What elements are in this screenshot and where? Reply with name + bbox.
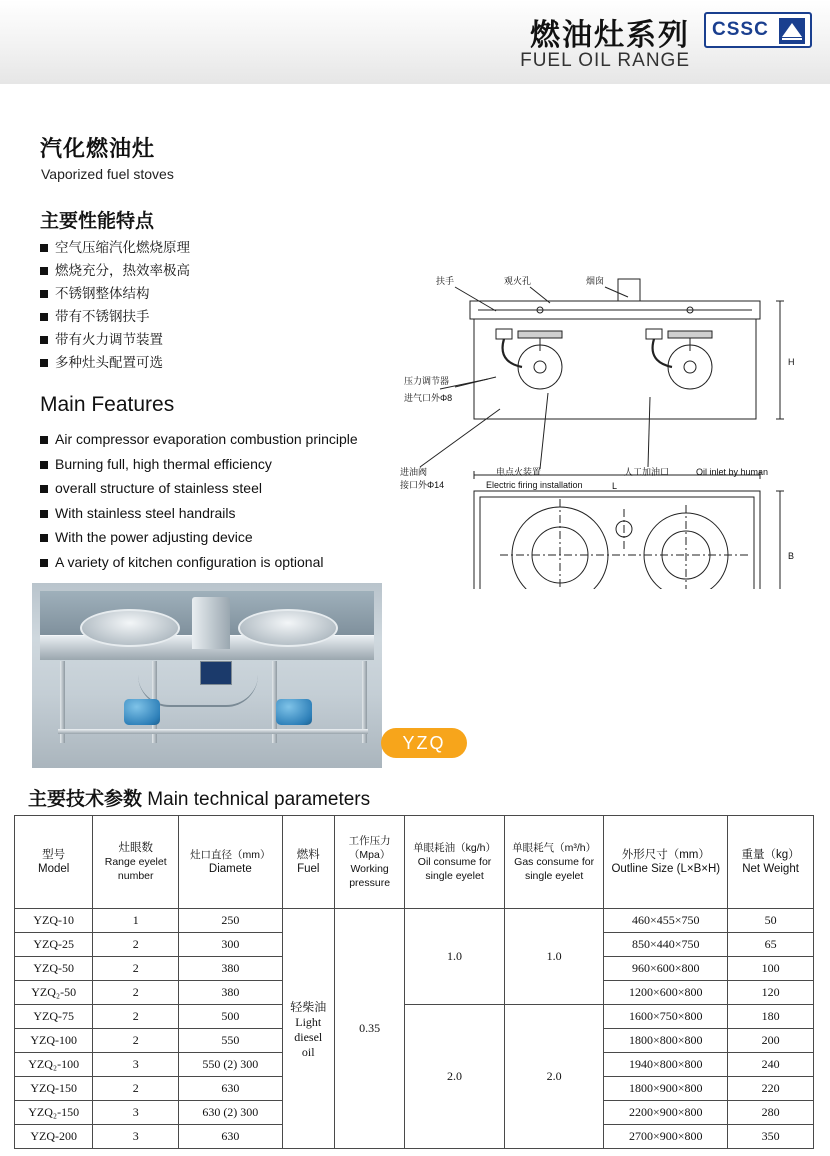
list-item [40,452,440,477]
fuel-en-3: oil [301,1044,315,1059]
list-item [40,236,400,259]
cell-eyelets: 3 [93,1125,179,1149]
cell-diameter: 630 [179,1125,282,1149]
product-title-en: Vaporized fuel stoves [41,166,174,182]
feature-text: 不锈钢整体结构 [55,286,150,301]
cell-model: YZQ-100 [15,1029,93,1053]
col-oil-cn: 单眼耗油（kg/h） [413,842,496,854]
col-oil-en: Oil consume for single eyelet [417,856,492,882]
bullet-icon [40,313,48,321]
feature-text: 空气压缩汽化燃烧原理 [55,240,190,255]
col-size-cn: 外形尺寸（mm） [621,849,710,861]
cell-model: YZQ₂-50 [15,981,93,1005]
photo-blower-motor [276,699,312,725]
cell-model: YZQ-200 [15,1125,93,1149]
cell-size: 2700×900×800 [604,1125,728,1149]
list-item [40,351,400,374]
params-heading [28,784,370,811]
feature-text: overall structure of stainless steel [55,480,262,496]
drawing-label-B: B [788,551,795,561]
cell-weight: 200 [728,1029,814,1053]
cell-diameter: 630 [179,1077,282,1101]
drawing-svg [400,179,820,589]
cell-size: 1800×800×800 [604,1029,728,1053]
list-item [40,305,400,328]
col-model-en: Model [38,863,70,875]
page-header [0,0,830,86]
feature-text: With stainless steel handrails [55,504,236,521]
cell-weight: 240 [728,1053,814,1077]
cell-size: 960×600×800 [604,957,728,981]
bullet-icon [40,290,48,298]
col-eyelets-cn: 灶眼数 [118,842,153,854]
product-title-cn: 汽化燃油灶 [40,136,156,161]
col-gas-en: Gas consume for single eyelet [514,856,595,882]
params-heading-en: Main technical parameters [147,789,371,810]
technical-drawing [400,179,820,589]
cell-weight: 280 [728,1101,814,1125]
cell-model: YZQ-150 [15,1077,93,1101]
table-row [15,909,814,933]
col-oil [405,816,505,909]
page-body [0,84,830,1156]
features-list-cn [40,236,400,374]
bullet-icon [40,461,48,469]
bullet-icon [40,534,48,542]
photo-center-tower [192,597,230,649]
feature-text: A variety of kitchen configuration is optional [55,553,324,570]
cell-size: 1940×800×800 [604,1053,728,1077]
drawing-label-L: L [612,481,618,491]
cell-weight: 180 [728,1005,814,1029]
drawing-label: 扶手 [436,276,455,286]
list-item [40,427,440,452]
features-list-en [40,427,440,574]
table-header-row [15,816,814,909]
cell-diameter: 550 (2) 300 [179,1053,282,1077]
drawing-label: 人工加油口 [624,467,670,477]
list-item [40,259,400,282]
col-gas [504,816,604,909]
cell-eyelets: 2 [93,933,179,957]
cell-gas: 2.0 [504,1005,604,1149]
feature-text: Burning full, high thermal efficiency [55,455,272,472]
cell-eyelets: 2 [93,1005,179,1029]
drawing-label: Electric firing installation [486,480,583,490]
col-weight-cn: 重量（kg） [741,849,800,861]
drawing-label: 电点火装置 [496,467,542,477]
cell-fuel [282,909,334,1149]
bullet-icon [40,485,48,493]
cell-size: 2200×900×800 [604,1101,728,1125]
photo-base-rail [58,729,368,734]
col-eyelets [93,816,179,909]
cell-pressure: 0.35 [334,909,404,1149]
cell-weight: 220 [728,1077,814,1101]
col-pressure-cn: 工作压力（Mpa） [348,835,391,861]
cell-weight: 50 [728,909,814,933]
cell-eyelets: 3 [93,1101,179,1125]
col-weight [728,816,814,909]
cell-eyelets: 2 [93,1077,179,1101]
feature-text: 带有不锈钢扶手 [55,309,150,324]
list-item [40,525,440,550]
drawing-label: 烟囱 [586,276,605,286]
cell-diameter: 380 [179,981,282,1005]
col-fuel [282,816,334,909]
feature-text: 带有火力调节装置 [55,332,163,347]
list-item [40,476,440,501]
header-title-cn: 燃油灶系列 [530,19,690,52]
drawing-label: Oil inlet by human [696,467,769,477]
fuel-en-1: Light [295,1014,322,1029]
fuel-en-2: diesel [294,1029,323,1044]
table-head [15,816,814,909]
list-item [40,501,440,526]
cell-model: YZQ-25 [15,933,93,957]
cell-size: 1600×750×800 [604,1005,728,1029]
bullet-icon [40,244,48,252]
ship-logo-icon [778,17,806,45]
features-heading-en: Main Features [40,393,175,416]
cell-size: 850×440×750 [604,933,728,957]
col-size-en: Outline Size (L×B×H) [611,863,721,875]
cell-model: YZQ-10 [15,909,93,933]
col-size [604,816,728,909]
bullet-icon [40,336,48,344]
cell-eyelets: 2 [93,957,179,981]
cell-weight: 100 [728,957,814,981]
cell-model: YZQ₂-150 [15,1101,93,1125]
cell-model: YZQ-50 [15,957,93,981]
table-row [15,1005,814,1029]
header-title-en: FUEL OIL RANGE [520,50,690,71]
list-item [40,550,440,575]
cssc-logo [704,12,812,48]
product-photo [32,583,382,768]
params-table [14,815,814,1149]
drawing-label: 进油阀 [400,467,428,477]
cell-diameter: 630 (2) 300 [179,1101,282,1125]
photo-wok-right [238,609,338,647]
col-diameter-en: Diamete [208,863,252,875]
col-fuel-en: Fuel [297,863,320,875]
col-diameter [179,816,282,909]
col-gas-cn: 单眼耗气（m³/h） [512,842,597,854]
drawing-label: 压力调节器 [404,376,450,386]
col-diameter-cn: 灶口直径（mm） [190,849,271,861]
table-body [15,909,814,1149]
feature-text: Air compressor evaporation combustion principle [55,431,358,447]
cell-eyelets: 1 [93,909,179,933]
cell-eyelets: 2 [93,1029,179,1053]
cell-diameter: 500 [179,1005,282,1029]
feature-text: With the power adjusting device [55,529,253,545]
cell-size: 1200×600×800 [604,981,728,1005]
feature-text: 燃烧充分，热效率极高 [55,263,190,278]
bullet-icon [40,510,48,518]
col-model [15,816,93,909]
bullet-icon [40,436,48,444]
drawing-label: 进气口外Φ8 [404,393,453,403]
features-heading-cn: 主要性能特点 [40,211,155,232]
cell-diameter: 250 [179,909,282,933]
cell-weight: 120 [728,981,814,1005]
logo-text: CSSC [712,19,769,40]
params-heading-cn: 主要技术参数 [28,789,143,810]
cell-diameter: 300 [179,933,282,957]
col-eyelets-en: Range eyelet number [104,856,167,882]
col-weight-en: Net Weight [742,863,799,875]
bullet-icon [40,267,48,275]
cell-oil: 2.0 [405,1005,505,1149]
drawing-label: 观火孔 [504,276,532,286]
list-item [40,328,400,351]
cell-model: YZQ₂-100 [15,1053,93,1077]
cell-oil: 1.0 [405,909,505,1005]
cell-weight: 65 [728,933,814,957]
bullet-icon [40,559,48,567]
col-pressure [334,816,404,909]
cell-eyelets: 3 [93,1053,179,1077]
feature-text: 多种灶头配置可选 [55,355,163,370]
cell-diameter: 380 [179,957,282,981]
photo-blower-motor [124,699,160,725]
photo-wok-left [80,609,180,647]
cell-diameter: 550 [179,1029,282,1053]
drawing-label-H: H [788,357,795,367]
cell-size: 1800×900×800 [604,1077,728,1101]
cell-gas: 1.0 [504,909,604,1005]
cell-eyelets: 2 [93,981,179,1005]
col-pressure-en: Working pressure [349,863,391,889]
fuel-cn: 轻柴油 [290,999,327,1014]
cell-model: YZQ-75 [15,1005,93,1029]
bullet-icon [40,359,48,367]
col-model-cn: 型号 [42,849,66,861]
list-item [40,282,400,305]
model-badge: YZQ [381,728,467,758]
cell-weight: 350 [728,1125,814,1149]
drawing-label: 接口外Φ14 [400,480,445,490]
col-fuel-cn: 燃料 [296,849,320,861]
cell-size: 460×455×750 [604,909,728,933]
